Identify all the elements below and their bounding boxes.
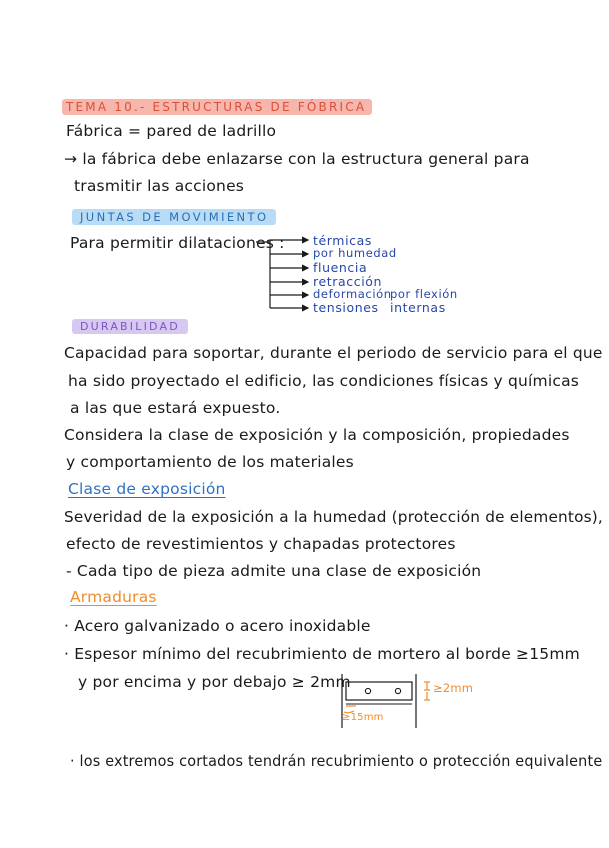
durabilidad-line-2: ha sido proyectado el edificio, las condiciones físicas y químicas — [68, 372, 580, 390]
armaduras-line-1: · Acero galvanizado o acero inoxidable — [64, 617, 371, 635]
armaduras-heading: Armaduras — [70, 588, 157, 606]
intro-line-1: Fábrica = pared de ladrillo — [66, 122, 277, 140]
dilation-item-deformacion: deformación — [313, 287, 392, 301]
clase-line-1: Severidad de la exposición a la humedad (protección de elementos), — [64, 508, 603, 526]
clase-heading: Clase de exposición — [68, 480, 226, 498]
durabilidad-heading-row — [72, 316, 188, 334]
dilation-item-tensiones: tensiones — [313, 300, 379, 315]
armaduras-line-3: y por encima y por debajo ≥ 2mm — [78, 673, 351, 691]
dilation-item-humedad: por humedad — [313, 246, 397, 260]
armaduras-line-2: · Espesor mínimo del recubrimiento de mortero al borde ≥15mm — [64, 645, 580, 663]
durabilidad-line-4: Considera la clase de exposición y la composición, propiedades — [64, 426, 570, 444]
dilation-item-termicas: térmicas — [313, 233, 373, 248]
cover-15mm-label: ≥15mm — [342, 712, 384, 723]
dilation-item-fluencia: fluencia — [313, 260, 368, 275]
juntas-heading-row — [72, 207, 276, 225]
clase-line-2: efecto de revestimientos y chapadas protectores — [66, 535, 456, 553]
dilation-item-internas: internas — [390, 300, 446, 315]
durabilidad-line-1: Capacidad para soportar, durante el periodo de servicio para el que — [64, 344, 603, 362]
cover-2mm-label: ≥2mm — [433, 681, 474, 695]
intro-line-2: → la fábrica debe enlazarse con la estructura general para — [64, 150, 530, 168]
intro-line-3: trasmitir las acciones — [74, 177, 245, 195]
dilation-bracket-arrows — [256, 230, 316, 316]
durabilidad-heading: DURABILIDAD — [72, 319, 188, 334]
durabilidad-line-3: a las que estará expuesto. — [70, 399, 281, 417]
armaduras-last-line: · los extremos cortados tendrán recubrimiento o protección equivalente — [70, 752, 603, 770]
clase-line-3: - Cada tipo de pieza admite una clase de exposición — [66, 562, 482, 580]
durabilidad-line-5: y comportamiento de los materiales — [66, 453, 354, 471]
juntas-heading: JUNTAS DE MOVIMIENTO — [72, 209, 276, 225]
dilation-item-retraccion: retracción — [313, 274, 383, 289]
dilation-item-flexion: por flexión — [390, 287, 458, 301]
page-title-row — [62, 97, 372, 115]
page-title: TEMA 10.- ESTRUCTURAS DE FÓBRICA — [62, 99, 372, 115]
juntas-lead: Para permitir dilataciones : — [70, 234, 285, 252]
